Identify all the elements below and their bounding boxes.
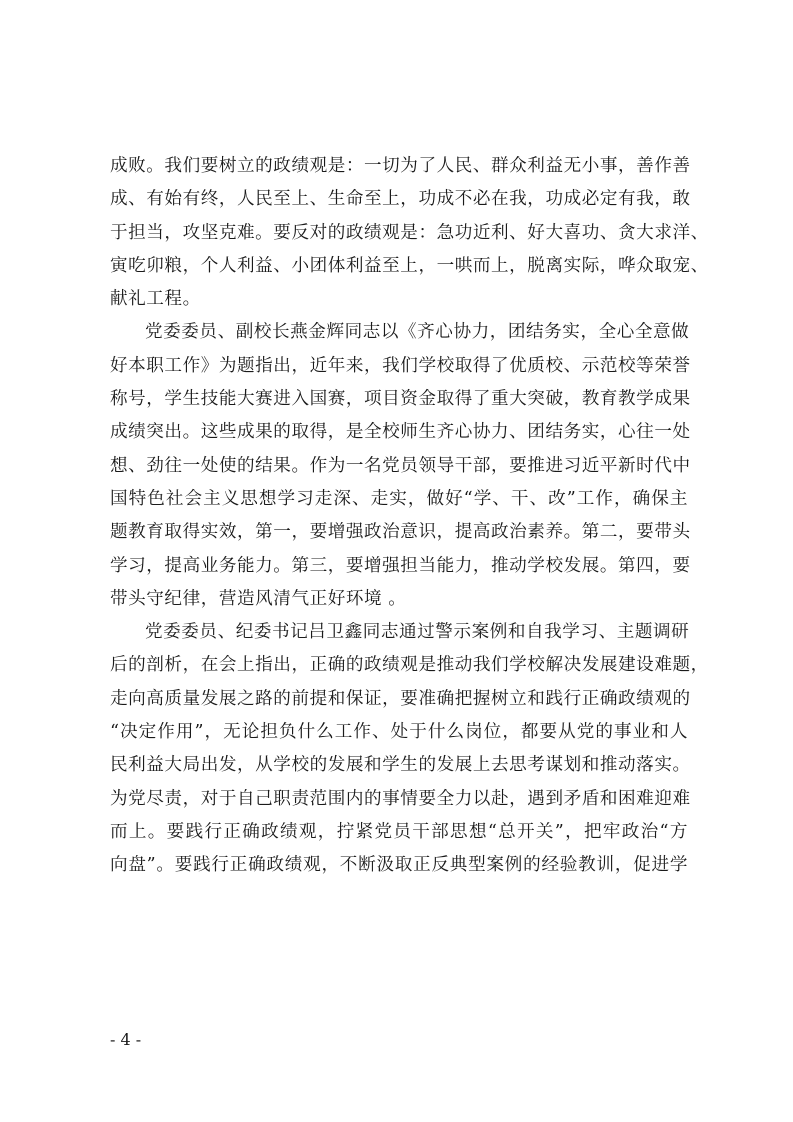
text-line: 党委委员、副校长燕金辉同志以《齐心协力，团结务实，全心全意做 (145, 322, 690, 343)
text-line: 好本职工作》为题指出，近年来，我们学校取得了优质校、示范校等荣誉 (110, 355, 691, 376)
text-line: 为党尽责，对于自己职责范围内的事情要全力以赴，遇到矛盾和困难迎难 (110, 788, 691, 809)
text-line: 而上。要践行正确政绩观，拧紧党员干部思想“总开关”，把牢政治“方 (110, 821, 688, 842)
page-number: - 4 - (110, 1030, 142, 1049)
text-line: 民利益大局出发，从学校的发展和学生的发展上去思考谋划和推动落实。 (110, 755, 691, 776)
text-line: 称号，学生技能大赛进入国赛，项目资金取得了重大突破，教育教学成果 (110, 389, 691, 410)
text-line: 走向高质量发展之路的前提和保证，要准确把握树立和践行正确政绩观的 (110, 688, 691, 709)
text-line: 后的剖析，在会上指出，正确的政绩观是推动我们学校解决发展建设难题， (110, 655, 709, 676)
text-line: 向盘”。要践行正确政绩观，不断汲取正反典型案例的经验教训，促进学 (110, 855, 688, 876)
text-line: 题教育取得实效，第一，要增强政治意识，提高政治素养。第二，要带头 (110, 522, 691, 543)
text-line: 带头守纪律，营造风清气正好环境 。 (110, 588, 407, 609)
text-line: 献礼工程。 (110, 289, 201, 310)
text-line: 寅吃卯粮，个人利益、小团体利益至上，一哄而上，脱离实际，哗众取宠、 (110, 255, 709, 276)
paragraph (110, 616, 709, 882)
paragraph (110, 316, 691, 616)
text-line: 想、劲往一处使的结果。作为一名党员领导干部，要推进习近平新时代中 (110, 455, 691, 476)
text-line: 党委委员、纪委书记吕卫鑫同志通过警示案例和自我学习、主题调研 (145, 622, 690, 643)
text-line: 于担当，攻坚克难。要反对的政绩观是：急功近利、好大喜功、贪大求洋、 (110, 222, 709, 243)
body-text (110, 150, 709, 883)
text-line: 国特色社会主义思想学习走深、走实，做好“学、干、改”工作，确保主 (110, 488, 688, 509)
text-line: 学习，提高业务能力。第三，要增强担当能力，推动学校发展。第四，要 (110, 555, 691, 576)
paragraph (110, 150, 709, 316)
text-line: 成、有始有终，人民至上、生命至上，功成不必在我，功成必定有我，敢 (110, 189, 691, 210)
text-line: 成败。我们要树立的政绩观是：一切为了人民、群众利益无小事，善作善 (110, 156, 691, 176)
text-line: “决定作用”，无论担负什么工作、处于什么岗位，都要从党的事业和人 (110, 722, 688, 743)
text-line: 成绩突出。这些成果的取得，是全校师生齐心协力、团结务实，心往一处 (110, 422, 691, 443)
